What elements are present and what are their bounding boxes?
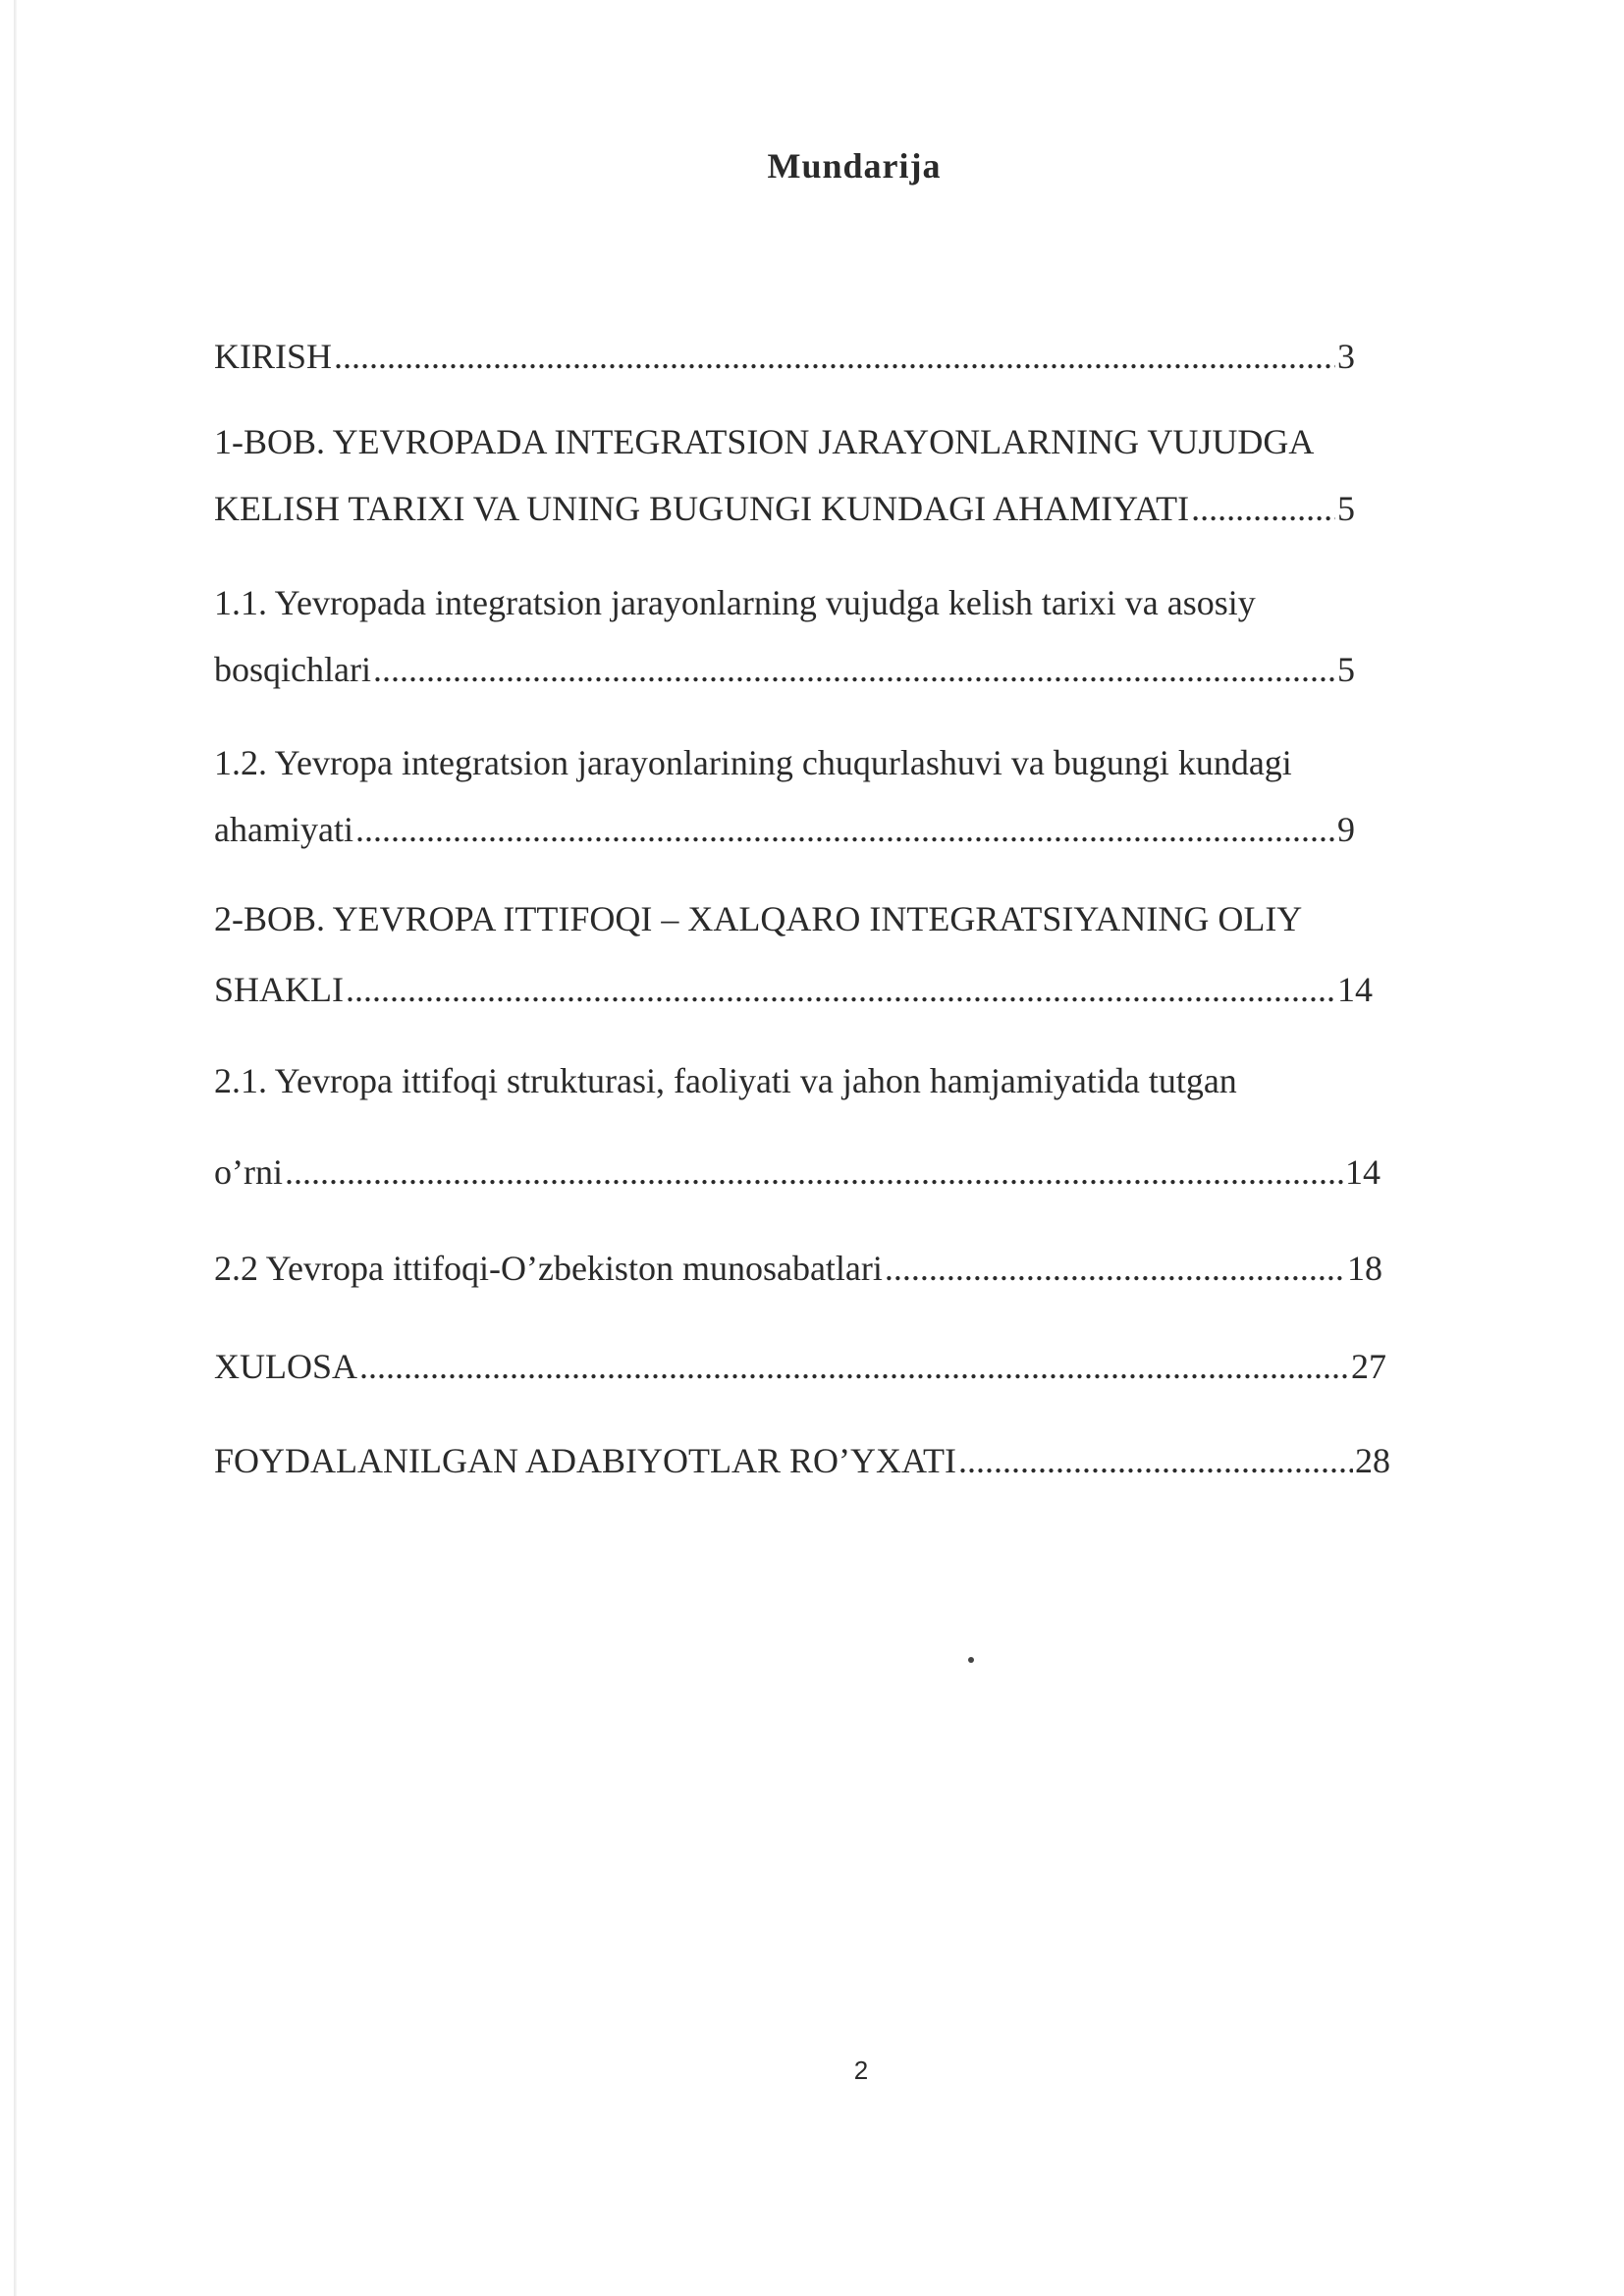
toc-leader-dots <box>334 335 1335 378</box>
toc-entry-text: 2.2 Yevropa ittifoqi-O’zbekiston munosabatlari <box>214 1249 883 1288</box>
toc-page-number: 28 <box>1355 1441 1390 1480</box>
toc-entry-bibliography <box>214 1439 1390 1482</box>
toc-entry-text: KELISH TARIXI VA UNING BUGUNGI KUNDAGI AHAMIYATI <box>214 489 1190 528</box>
toc-entry-chapter-1-line1: 1-BOB. YEVROPADA INTEGRATSION JARAYONLARNING VUJUDGA <box>214 422 1315 461</box>
toc-entry-section-2-1 <box>214 1150 1380 1194</box>
toc-leader-dots <box>885 1247 1345 1290</box>
toc-entry-chapter-1 <box>214 487 1355 530</box>
toc-entry-text: ahamiyati <box>214 810 353 849</box>
toc-entry-section-1-1 <box>214 648 1355 691</box>
page-number: 2 <box>853 2056 869 2085</box>
toc-entry-kirish <box>214 335 1355 378</box>
toc-page-number: 5 <box>1337 489 1355 528</box>
toc-entry-text: bosqichlari <box>214 650 371 689</box>
toc-page-number: 5 <box>1337 650 1355 689</box>
toc-entry-section-2-2 <box>214 1247 1382 1290</box>
toc-entry-section-1-2 <box>214 808 1355 851</box>
page-title: Mundarija <box>767 146 942 186</box>
toc-page-number: 18 <box>1347 1249 1382 1288</box>
toc-entry-section-2-1-line1: 2.1. Yevropa ittifoqi strukturasi, faoliyati va jahon hamjamiyatida tutgan <box>214 1061 1237 1100</box>
toc-leader-dots <box>958 1439 1353 1482</box>
toc-entry-text: XULOSA <box>214 1347 358 1386</box>
toc-entry-chapter-2-line1: 2-BOB. YEVROPA ITTIFOQI – XALQARO INTEGRATSIYANING OLIY <box>214 899 1303 938</box>
toc-page-number: 3 <box>1337 337 1355 376</box>
scan-speck <box>968 1657 974 1663</box>
toc-page-number: 27 <box>1351 1347 1386 1386</box>
toc-entry-section-1-1-line1: 1.1. Yevropada integratsion jarayonlarning vujudga kelish tarixi va asosiy <box>214 583 1256 622</box>
toc-leader-dots <box>359 1345 1349 1388</box>
toc-entry-text: SHAKLI <box>214 970 344 1009</box>
toc-entry-text: KIRISH <box>214 337 333 376</box>
toc-leader-dots <box>373 648 1335 691</box>
toc-page-number: 9 <box>1337 810 1355 849</box>
toc-leader-dots <box>285 1150 1343 1194</box>
page-edge-shadow <box>14 0 17 2296</box>
toc-entry-section-1-2-line1: 1.2. Yevropa integratsion jarayonlarining chuqurlashuvi va bugungi kundagi <box>214 743 1292 782</box>
toc-leader-dots <box>1191 487 1335 530</box>
toc-entry-text: o’rni <box>214 1152 283 1192</box>
toc-entry-xulosa <box>214 1345 1386 1388</box>
toc-leader-dots <box>355 808 1335 851</box>
toc-page-number: 14 <box>1337 970 1373 1009</box>
toc-leader-dots <box>346 968 1335 1011</box>
toc-entry-chapter-2 <box>214 968 1373 1011</box>
toc-entry-text: FOYDALANILGAN ADABIYOTLAR RO’YXATI <box>214 1441 956 1480</box>
toc-page-number: 14 <box>1345 1152 1380 1192</box>
